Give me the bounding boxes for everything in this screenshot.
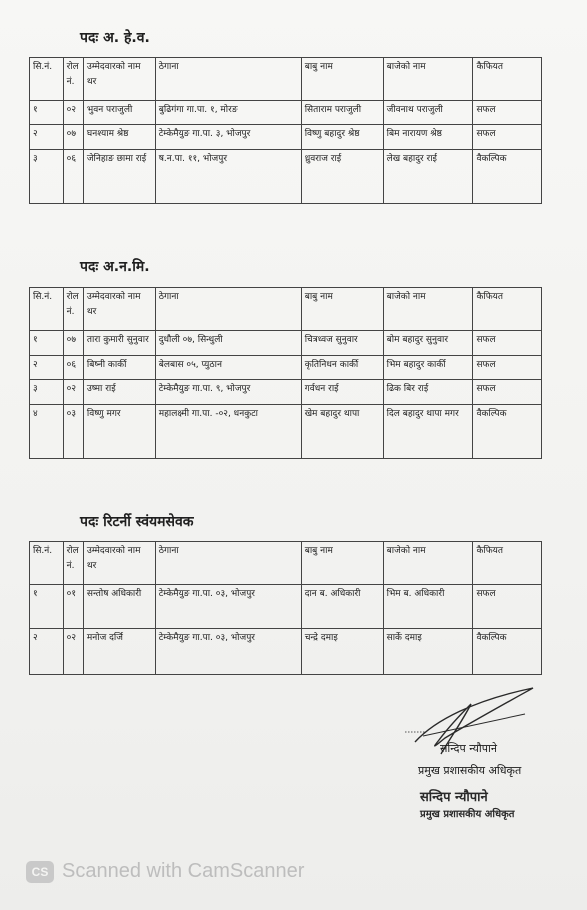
cell-candidate: भुवन पराजुली xyxy=(83,101,155,125)
stamp-designation: प्रमुख प्रशासकीय अधिकृत xyxy=(420,809,515,820)
cell-grandfather: दिल बहादुर थापा मगर xyxy=(383,405,473,459)
cell-roll: ०६ xyxy=(63,150,83,204)
table-header-row xyxy=(30,288,542,331)
header-father: बाबु नाम xyxy=(301,542,383,585)
cell-roll: ०३ xyxy=(63,405,83,459)
cell-grandfather: भिम ब. अधिकारी xyxy=(383,585,473,629)
cell-father: सिताराम पराजुली xyxy=(301,101,383,125)
header-grandfather: बाजेको नाम xyxy=(383,542,473,585)
cell-remarks: सफल xyxy=(473,356,542,380)
cell-remarks: वैकल्पिक xyxy=(473,629,542,675)
cell-grandfather: जीवनाथ पराजुली xyxy=(383,101,473,125)
table-row xyxy=(30,405,542,459)
cell-sn: १ xyxy=(30,585,64,629)
candidates-table-1 xyxy=(29,57,542,204)
table-row xyxy=(30,356,542,380)
header-father: बाबु नाम xyxy=(301,58,383,101)
cell-father: गर्वधन राई xyxy=(301,380,383,405)
header-roll: रोल नं. xyxy=(63,288,83,331)
cell-father: खेम बहादुर थापा xyxy=(301,405,383,459)
cell-remarks: सफल xyxy=(473,380,542,405)
table-row xyxy=(30,101,542,125)
header-sn: सि.नं. xyxy=(30,58,64,101)
cell-remarks: वैकल्पिक xyxy=(473,150,542,204)
header-address: ठेगाना xyxy=(155,288,301,331)
cell-father: ध्रुवराज राई xyxy=(301,150,383,204)
table-row xyxy=(30,380,542,405)
section-title-1: पदः अ. हे.व. xyxy=(80,30,150,46)
candidates-table-3 xyxy=(29,541,542,675)
cell-address: टेम्केमैयुङ गा.पा. ९, भोजपुर xyxy=(155,380,301,405)
header-grandfather: बाजेको नाम xyxy=(383,58,473,101)
cell-address: महालक्ष्मी गा.पा. -०२, धनकुटा xyxy=(155,405,301,459)
cell-grandfather: भिम बहादुर कार्की xyxy=(383,356,473,380)
header-grandfather: बाजेको नाम xyxy=(383,288,473,331)
cell-father: दान ब. अधिकारी xyxy=(301,585,383,629)
cell-address: टेम्केमैयुङ गा.पा. ०३, भोजपुर xyxy=(155,629,301,675)
header-father: बाबु नाम xyxy=(301,288,383,331)
cell-remarks: सफल xyxy=(473,125,542,150)
cell-sn: २ xyxy=(30,356,64,380)
cell-sn: ३ xyxy=(30,380,64,405)
cell-candidate: उष्मा राई xyxy=(83,380,155,405)
stamp-name: सन्दिप न्यौपाने xyxy=(420,790,488,805)
cell-grandfather: ढिक बिर राई xyxy=(383,380,473,405)
cell-father: कृतिनिधन कार्की xyxy=(301,356,383,380)
table-row xyxy=(30,150,542,204)
cell-candidate: मनोज दर्जि xyxy=(83,629,155,675)
signatory-name: सन्दिप न्यौपाने xyxy=(440,742,497,755)
header-address: ठेगाना xyxy=(155,542,301,585)
cell-remarks: सफल xyxy=(473,101,542,125)
cell-sn: १ xyxy=(30,331,64,356)
header-remarks: कैफियत xyxy=(473,58,542,101)
cell-candidate: जेनिहाङ छामा राई xyxy=(83,150,155,204)
header-remarks: कैफियत xyxy=(473,288,542,331)
table-header-row xyxy=(30,542,542,585)
cell-father: विष्णु बहादुर श्रेष्ठ xyxy=(301,125,383,150)
cell-sn: २ xyxy=(30,125,64,150)
header-sn: सि.नं. xyxy=(30,542,64,585)
cell-grandfather: सार्के दमाइ xyxy=(383,629,473,675)
cell-address: बुढिगंगा गा.पा. १, मोरङ xyxy=(155,101,301,125)
cell-father: चन्द्रे दमाइ xyxy=(301,629,383,675)
cell-roll: ०६ xyxy=(63,356,83,380)
cell-address: बेलबास ०५, प्युठान xyxy=(155,356,301,380)
header-remarks: कैफियत xyxy=(473,542,542,585)
camscanner-watermark xyxy=(26,860,304,883)
camscanner-logo-icon: CS xyxy=(26,861,54,883)
header-roll: रोल नं. xyxy=(63,542,83,585)
cell-sn: १ xyxy=(30,101,64,125)
header-roll: रोल नं. xyxy=(63,58,83,101)
candidates-table-2 xyxy=(29,287,542,459)
table-row xyxy=(30,629,542,675)
table-row xyxy=(30,585,542,629)
cell-candidate: घनश्याम श्रेष्ठ xyxy=(83,125,155,150)
cell-candidate: बिष्नी कार्की xyxy=(83,356,155,380)
cell-sn: ३ xyxy=(30,150,64,204)
cell-address: टेम्केमैयुङ गा.पा. ३, भोजपुर xyxy=(155,125,301,150)
signatory-designation: प्रमुख प्रशासकीय अधिकृत xyxy=(418,764,522,777)
cell-roll: ०२ xyxy=(63,101,83,125)
cell-candidate: विष्णु मगर xyxy=(83,405,155,459)
cell-remarks: सफल xyxy=(473,585,542,629)
cell-grandfather: लेख बहादुर राई xyxy=(383,150,473,204)
cell-sn: २ xyxy=(30,629,64,675)
cell-address: ष.न.पा. ११, भोजपुर xyxy=(155,150,301,204)
cell-remarks: वैकल्पिक xyxy=(473,405,542,459)
table-header-row xyxy=(30,58,542,101)
table-row xyxy=(30,331,542,356)
header-candidate: उम्मेदवारको नाम थर xyxy=(83,542,155,585)
cell-candidate: सन्तोष अधिकारी xyxy=(83,585,155,629)
cell-father: चित्रध्वज सुनुवार xyxy=(301,331,383,356)
section-title-2: पदः अ.न.मि. xyxy=(80,259,150,275)
cell-sn: ४ xyxy=(30,405,64,459)
cell-remarks: सफल xyxy=(473,331,542,356)
cell-roll: ०१ xyxy=(63,585,83,629)
header-address: ठेगाना xyxy=(155,58,301,101)
header-candidate: उम्मेदवारको नाम थर xyxy=(83,288,155,331)
cell-roll: ०२ xyxy=(63,380,83,405)
cell-roll: ०७ xyxy=(63,331,83,356)
cell-grandfather: बोम बहादुर सुनुवार xyxy=(383,331,473,356)
section-title-3: पदः रिटर्नी स्वंयमसेवक xyxy=(80,514,194,530)
camscanner-text: Scanned with CamScanner xyxy=(62,860,305,882)
cell-roll: ०७ xyxy=(63,125,83,150)
cell-candidate: तारा कुमारी सुनुवार xyxy=(83,331,155,356)
cell-address: दुधौली ०७, सिन्धुली xyxy=(155,331,301,356)
cell-roll: ०२ xyxy=(63,629,83,675)
cell-address: टेम्केमैयुङ गा.पा. ०३, भोजपुर xyxy=(155,585,301,629)
header-sn: सि.नं. xyxy=(30,288,64,331)
cell-grandfather: बिम नारायण श्रेष्ठ xyxy=(383,125,473,150)
header-candidate: उम्मेदवारको नाम थर xyxy=(83,58,155,101)
table-row xyxy=(30,125,542,150)
